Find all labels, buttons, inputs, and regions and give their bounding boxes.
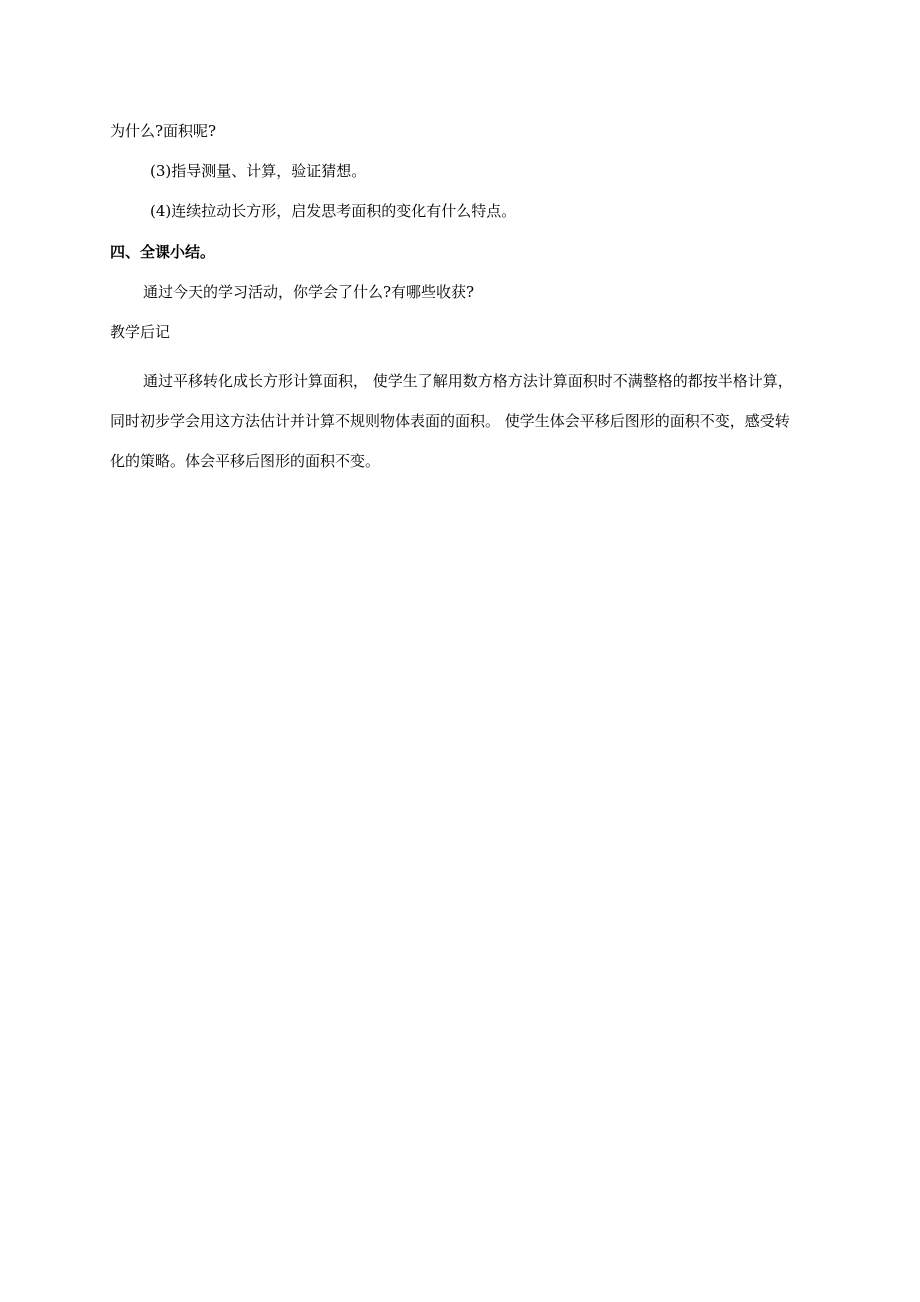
- summary-text: 通过今天的学习活动，你学会了什么?有哪些收获?: [143, 283, 475, 301]
- text-line-step-3: (3)指导测量、计算，验证猜想。: [150, 162, 367, 180]
- text-line-step-4: (4)连续拉动长方形，启发思考面积的变化有什么特点。: [150, 202, 517, 220]
- notes-paragraph: 通过平移转化成长方形计算面积， 使学生了解用数方格方法计算面积时不满整格的都按半格计算，同时初步学会用这方法估计并计算不规则物体表面的面积。 使学生体会平移后图形的面积不变，感受转化的策略。体会平移后图形的面积不变。: [110, 372, 793, 470]
- text-line-why-area: 为什么?面积呢?: [110, 122, 217, 140]
- notes-heading: 教学后记: [110, 323, 171, 341]
- section-heading-summary: 四、全课小结。: [110, 243, 216, 261]
